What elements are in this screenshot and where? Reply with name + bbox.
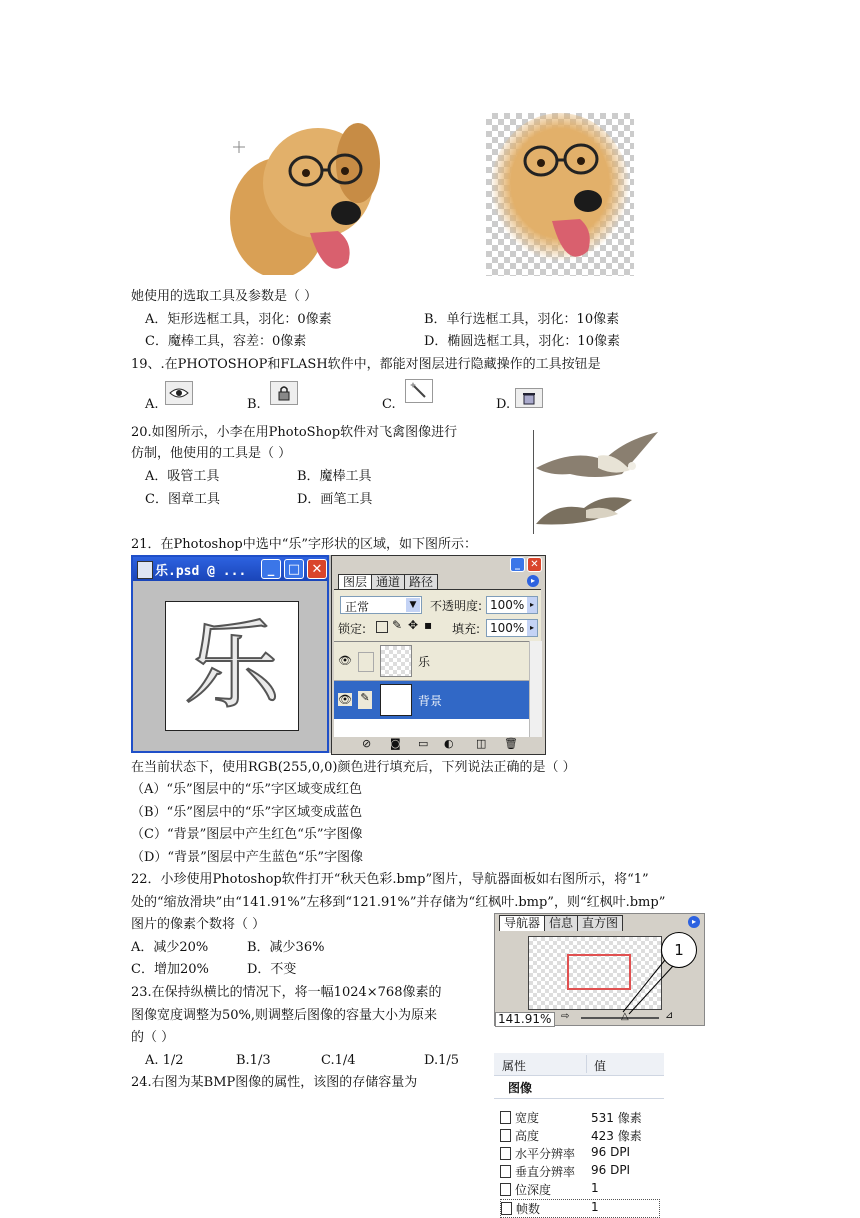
- q20-line1: 20.如图所示，小李在用PhotoShop软件对飞禽图像进行: [131, 425, 458, 440]
- tab-paths[interactable]: 路径: [404, 574, 438, 590]
- q23-option-a: A. 1/2: [145, 1053, 184, 1068]
- magic-wand-icon: [405, 379, 433, 403]
- opacity-arrow-icon[interactable]: ▸: [527, 597, 537, 613]
- q21-option-c: （C）“背景”图层中产生红色“乐”字图像: [131, 827, 363, 842]
- zoom-value: 141.91%: [498, 1012, 552, 1026]
- opacity-value: 100%: [490, 598, 525, 612]
- q23-line2: 图像宽度调整为50%,则调整后图像的容量大小为原来: [131, 1008, 438, 1023]
- file-icon: [500, 1183, 511, 1196]
- psd-file-icon: [137, 561, 153, 579]
- panel-body: [334, 589, 541, 752]
- file-icon: [501, 1202, 512, 1215]
- header-attr: 属性: [502, 1059, 527, 1073]
- q19-option-b-label: B.: [247, 397, 261, 412]
- q22-option-c: C．增加20%: [131, 962, 209, 977]
- dog-photo-cutout: [486, 113, 634, 276]
- q23-option-c: C.1/4: [321, 1053, 356, 1068]
- eye-icon: [165, 381, 193, 405]
- lock-label: 锁定:: [338, 622, 367, 636]
- prop-row-hres: [500, 1145, 575, 1162]
- dog-photo-original: [228, 123, 380, 275]
- lock-move-icon[interactable]: ✥: [408, 618, 419, 632]
- navigator-menu-icon[interactable]: ▸: [688, 916, 700, 928]
- q20-option-d: D．画笔工具: [297, 492, 373, 507]
- callout-circle: 1: [661, 932, 697, 968]
- q18-question: 她使用的选取工具及参数是（ ）: [131, 289, 318, 304]
- q22-option-b: B．减少36%: [247, 940, 325, 955]
- q21-option-a: （A）“乐”图层中的“乐”字区域变成红色: [131, 782, 362, 797]
- prop-value: 1: [591, 1200, 599, 1214]
- q18-option-b: B．单行选框工具，羽化：10像素: [424, 312, 620, 327]
- zoom-out-icon[interactable]: ⇨: [561, 1011, 570, 1022]
- layer-name: 乐: [418, 655, 431, 669]
- tab-channels[interactable]: 通道: [371, 574, 405, 590]
- lock-transparency-icon[interactable]: [376, 621, 388, 633]
- properties-header: [494, 1053, 664, 1076]
- trash-icon: [515, 388, 543, 408]
- q22-line2: 处的“缩放滑块”由“141.91%”左移到“121.91%”并存储为“红枫叶.bmp”，则“红枫叶.bmp”: [131, 895, 666, 910]
- tab-histogram[interactable]: 直方图: [577, 915, 623, 931]
- layer-list: [334, 641, 529, 738]
- zoom-slider-handle[interactable]: △: [621, 1011, 629, 1022]
- layer-row-le[interactable]: [334, 642, 529, 681]
- prop-value: 1: [591, 1181, 599, 1195]
- document-titlebar: [133, 557, 327, 581]
- prop-row-bitdepth: [500, 1181, 551, 1198]
- panel-minimize-button[interactable]: _: [510, 557, 525, 572]
- q22-option-a: A．减少20%: [131, 940, 209, 955]
- prop-name: 水平分辨率: [515, 1147, 576, 1161]
- prop-name: 垂直分辨率: [515, 1165, 576, 1179]
- lock-icon: [270, 381, 298, 405]
- prop-row-height: [500, 1127, 539, 1144]
- group-underline: [494, 1098, 664, 1099]
- prop-name: 高度: [515, 1129, 540, 1143]
- properties-panel: [494, 1053, 664, 1216]
- file-icon: [500, 1129, 511, 1142]
- q19-question: 19、.在PHOTOSHOP和FLASH软件中，都能对图层进行隐藏操作的工具按钮是: [131, 357, 601, 372]
- q22-line1: 22．小珍使用Photoshop软件打开“秋天色彩.bmp”图片，导航器面板如右图所示，将“1”: [131, 872, 649, 887]
- layer-thumbnail: [380, 645, 412, 677]
- lock-brush-icon[interactable]: ✎: [392, 618, 403, 632]
- prop-name: 位深度: [515, 1183, 552, 1197]
- fill-value: 100%: [490, 621, 525, 635]
- prop-row-width: [500, 1109, 539, 1126]
- prop-value: 96 DPI: [591, 1163, 631, 1177]
- panel-close-button[interactable]: ✕: [527, 557, 542, 572]
- prop-value: 531 像素: [591, 1111, 642, 1125]
- panel-top-strip: [332, 556, 545, 572]
- q23-option-b: B.1/3: [236, 1053, 271, 1068]
- chevron-down-icon: ▼: [406, 598, 420, 612]
- q23-line3: 的（ ）: [131, 1030, 175, 1045]
- window-title: 乐.psd @ ...: [155, 564, 247, 579]
- q24-question: 24.右图为某BMP图像的属性，该图的存储容量为: [131, 1075, 418, 1090]
- brush-icon: ✎: [358, 691, 372, 709]
- q18-option-c: C．魔棒工具，容差：0像素: [145, 334, 307, 349]
- document-window: [131, 555, 329, 753]
- layer-thumbnail: [380, 684, 412, 716]
- visibility-eye-icon[interactable]: 👁: [338, 654, 352, 667]
- tab-navigator[interactable]: 导航器: [499, 915, 545, 931]
- tab-info[interactable]: 信息: [544, 915, 578, 931]
- close-button[interactable]: ✕: [307, 559, 327, 579]
- q18-option-d: D．椭圆选框工具，羽化：10像素: [424, 334, 620, 349]
- lock-all-icon[interactable]: ▪: [424, 618, 433, 632]
- blend-mode-value: 正常: [345, 600, 370, 614]
- q19-option-d-label: D.: [496, 397, 511, 412]
- birds-image: [533, 430, 660, 534]
- q21-option-d: （D）“背景”图层中产生蓝色“乐”字图像: [131, 850, 364, 865]
- new-layer-icon[interactable]: ◫: [476, 737, 487, 750]
- fill-input[interactable]: [486, 619, 538, 637]
- panel-tabs: [338, 574, 437, 590]
- q22-option-d: D．不变: [247, 962, 297, 977]
- header-separator: [586, 1055, 587, 1073]
- delete-layer-icon[interactable]: 🗑: [504, 737, 518, 750]
- q19-option-a-label: A.: [145, 397, 159, 412]
- fill-label: 填充:: [452, 622, 481, 636]
- photoshop-screenshot: [131, 555, 544, 753]
- layer-row-background[interactable]: [334, 681, 529, 719]
- visibility-eye-icon[interactable]: 👁: [338, 693, 352, 706]
- prop-row-vres: [500, 1163, 575, 1180]
- layers-panel: [331, 555, 546, 755]
- add-mask-icon[interactable]: ◙: [390, 737, 401, 750]
- q21-option-b: （B）“乐”图层中的“乐”字区域变成蓝色: [131, 805, 363, 820]
- new-group-icon[interactable]: ▭: [418, 737, 429, 750]
- q22-line3: 图片的像素个数将（ ）: [131, 917, 266, 932]
- q20-option-a: A．吸管工具: [145, 469, 220, 484]
- q21-after: 在当前状态下，使用RGB(255,0,0)颜色进行填充后，下列说法正确的是（ ）: [131, 760, 576, 775]
- prop-value: 423 像素: [591, 1129, 642, 1143]
- layers-bottom-toolbar: [334, 737, 541, 752]
- navigator-panel: [494, 913, 705, 1026]
- fill-arrow-icon[interactable]: ▸: [527, 620, 537, 636]
- zoom-in-icon[interactable]: ⊿: [665, 1010, 674, 1021]
- panel-menu-icon[interactable]: ▸: [527, 575, 539, 587]
- prop-name: 宽度: [515, 1111, 540, 1125]
- opacity-input[interactable]: [486, 596, 538, 614]
- document-canvas[interactable]: [165, 601, 299, 731]
- callout-pointer: [495, 914, 704, 1025]
- file-icon: [500, 1147, 511, 1160]
- blend-mode-select[interactable]: [340, 596, 422, 614]
- q21-question: 21．在Photoshop中选中“乐”字形状的区域，如下图所示：: [131, 537, 478, 552]
- opacity-label: 不透明度:: [430, 599, 483, 613]
- prop-name: 帧数: [516, 1202, 541, 1216]
- selection-character: 乐: [184, 610, 280, 722]
- tab-layers[interactable]: 图层: [338, 574, 372, 590]
- q18-option-a: A．矩形选框工具，羽化：0像素: [145, 312, 332, 327]
- layer-scrollbar[interactable]: [529, 641, 542, 737]
- prop-row-frames: [500, 1199, 660, 1218]
- prop-value: 96 DPI: [591, 1145, 631, 1159]
- q23-line1: 23.在保持纵横比的情况下，将一幅1024×768像素的: [131, 985, 442, 1000]
- layer-name: 背景: [418, 694, 443, 708]
- minimize-button[interactable]: _: [261, 559, 281, 579]
- q20-line2: 仿制，他使用的工具是（ ）: [131, 446, 292, 461]
- layer-link-slot[interactable]: [358, 652, 374, 672]
- group-label: 图像: [508, 1081, 533, 1095]
- q23-option-d: D.1/5: [424, 1053, 460, 1068]
- maximize-button[interactable]: □: [284, 559, 304, 579]
- link-layers-icon[interactable]: ⊘: [362, 737, 372, 750]
- q19-option-c-label: C.: [382, 397, 396, 412]
- document-canvas-area: [133, 581, 327, 751]
- q20-option-b: B．魔棒工具: [297, 469, 372, 484]
- header-val: 值: [594, 1059, 607, 1073]
- file-icon: [500, 1111, 511, 1124]
- adjustment-layer-icon[interactable]: ◐: [444, 737, 454, 750]
- q20-option-c: C．图章工具: [145, 492, 220, 507]
- file-icon: [500, 1165, 511, 1178]
